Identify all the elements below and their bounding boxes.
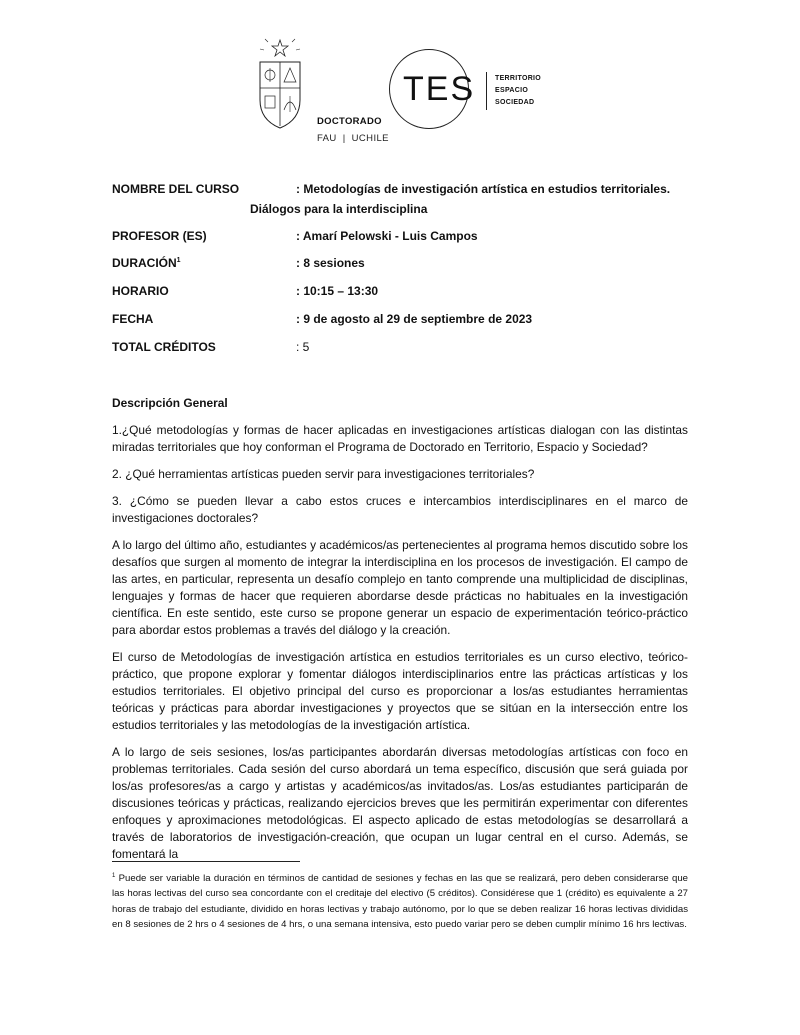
course-name-value-cont: Diálogos para la interdisciplina <box>250 202 428 216</box>
doctorado-label: DOCTORADO <box>317 116 382 127</box>
schedule-row <box>112 284 692 300</box>
professor-label: PROFESOR (ES) <box>112 229 207 243</box>
footnote-marker: 1 <box>112 873 116 879</box>
duration-label: DURACIÓN$^1$ <box>112 256 181 270</box>
footnote-ref: 1 <box>176 257 181 264</box>
schedule-value: : 10:15 – 13:30 <box>296 284 379 298</box>
footnote-text: Puede ser variable la duración en términos de cantidad de sesiones y fechas en las que se realizará, pero deben considerarse que las horas lectivas del curso sea concordante con el creditaje del electivo (5 créditos). Considérese que 1 (crédito) es equivalente a 27 horas de trabajo del estudiante, dividido en horas lectivas y trabajo autónomo, por lo que se deben realizar 16 horas lectivas divididas en 8 sesiones de 2 hrs o 4 sesiones de 4 hrs, o una semana intensiva, esto puedo variar pero se deben cumplir mínimo 16 hrs lectivas. <box>112 873 688 930</box>
date-value: : 9 de agosto al 29 de septiembre de 2023 <box>296 312 533 326</box>
university-label: UCHILE <box>351 133 389 144</box>
question-2: 2. ¿Qué herramientas artísticas pueden servir para investigaciones territoriales? <box>112 467 535 481</box>
fau-uchile-label: FAU | UCHILE <box>317 133 389 144</box>
footnote <box>112 869 688 932</box>
general-description <box>112 395 688 873</box>
professor-value: : Amarí Pelowski - Luis Campos <box>296 229 478 243</box>
tes-acronym: TES <box>403 70 476 108</box>
paragraph-objective: El curso de Metodologías de investigación artística en estudios territoriales es un curso electivo, teórico-práctico, que propone explorar y fomentar diálogos interdisciplinarios entre las prácticas artísticas y los estudios territoriales. El objetivo principal del curso es proporcionar a los/as estudiantes herramientas teóricas y prácticas para abordar investigaciones y proyectos que se sitúan en la intersección entre los estudios territoriales y las metodologías de la investigación artística. <box>112 650 688 732</box>
paragraph-context: A lo largo del último año, estudiantes y académicos/as pertenecientes al programa hemos discutido sobre los desafíos que surgen al momento de integrar la interdisciplina en los procesos de investigación. El campo de las artes, en particular, representa un desafío complejo en tanto comprende una multiplicidad de disciplinas, lenguajes y formas de hacer que requieren abordarse desde prácticas no habituales en la investigación científica. En este sentido, este curso se propone generar un espacio de experimentación teórico-práctico para abordar estos problemas a través del diálogo y la creación. <box>112 538 688 637</box>
schedule-label: HORARIO <box>112 284 169 298</box>
paragraph-sessions: A lo largo de seis sesiones, los/as participantes abordarán diversas metodologías artísticas con foco en problemas territoriales. Cada sesión del curso abordará un tema específico, discusión que será guiada por los/as profesores/as a cargo y artistas y académicos/as invitados/as. Los/as estudiantes participarán de discusiones teóricas y prácticas, realizando ejercicios breves que les permitirán experimentar con diferentes enfoques y aproximaciones metodológicas. El aspecto aplicado de estas metodologías se desarrollará a través de laboratorios de investigación-creación, que ocupan un lugar central en el curso. Además, se fomentará la <box>112 745 688 861</box>
header-logo <box>256 38 556 144</box>
university-crest-icon <box>256 38 304 130</box>
sociedad-label: SOCIEDAD <box>495 99 535 106</box>
duration-value: : 8 sesiones <box>296 256 365 270</box>
section-title: Descripción General <box>112 396 228 410</box>
logo-divider <box>486 72 487 110</box>
espacio-label: ESPACIO <box>495 87 529 94</box>
question-1: 1.¿Qué metodologías y formas de hacer aplicadas en investigaciones artísticas dialogan con las distintas miradas territoriales que hoy conforman el Programa de Doctorado en Territorio, Espacio y Sociedad? <box>112 423 688 454</box>
faculty-label: FAU <box>317 133 337 144</box>
duration-row <box>112 256 692 272</box>
course-name-label: NOMBRE DEL CURSO <box>112 182 240 196</box>
credits-row <box>112 340 692 356</box>
credits-label: TOTAL CRÉDITOS <box>112 340 216 354</box>
question-3: 3. ¿Cómo se pueden llevar a cabo estos cruces e intercambios interdisciplinares en el marco de investigaciones doctorales? <box>112 494 688 525</box>
course-name-value: : Metodologías de investigación artística en estudios territoriales. <box>296 182 671 196</box>
date-label: FECHA <box>112 312 154 326</box>
course-name-row <box>112 182 692 216</box>
professor-row <box>112 229 692 245</box>
territorio-label: TERRITORIO <box>495 75 542 82</box>
credits-value: : 5 <box>296 340 310 354</box>
footnote-rule <box>112 861 300 862</box>
date-row <box>112 312 692 328</box>
